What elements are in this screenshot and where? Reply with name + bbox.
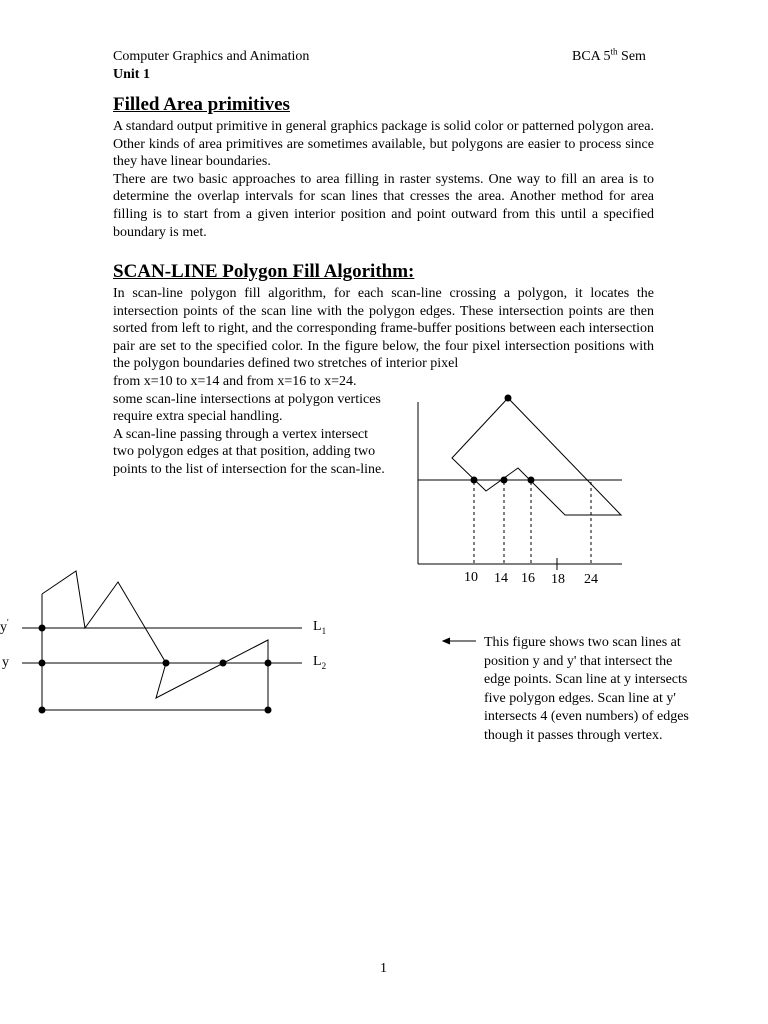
figure2-vertex-point	[163, 660, 170, 667]
figure2-vertex-point	[39, 660, 46, 667]
figure2-vertex-point	[265, 660, 272, 667]
caption-line: edge points. Scan line at y intersects	[484, 672, 688, 688]
figure2-label-y: y	[2, 655, 9, 670]
figure1-x-label: 18	[551, 572, 565, 587]
caption-line: though it passes through vertex.	[484, 727, 663, 743]
side-text-line: two polygon edges at that position, adding two	[113, 444, 376, 460]
section-title-scan-line: SCAN-LINE Polygon Fill Algorithm:	[113, 261, 415, 282]
figure1-x-label: 14	[494, 571, 508, 586]
figure2-label-y-prime: y'	[0, 617, 9, 635]
caption-line: position y and y' that intersect the	[484, 653, 673, 669]
figure1-polygon	[452, 398, 621, 515]
figure1-x-label: 16	[521, 571, 535, 586]
figure2-polygon	[42, 571, 268, 710]
figure2-caption	[484, 634, 714, 746]
unit-label: Unit 1	[113, 67, 150, 82]
figure2-label-l2: $L_2$	[313, 654, 327, 671]
caption-line: This figure shows two scan lines at	[484, 635, 681, 650]
caption-line: five polygon edges. Scan line at y'	[484, 690, 676, 706]
figure2-vertex-point	[265, 707, 272, 714]
section2-last-line: from x=10 to x=14 and from x=16 to x=24.	[113, 374, 357, 389]
figure1-x-label: 10	[464, 570, 478, 585]
side-text-line: points to the list of intersection for the scan-line.	[113, 461, 385, 477]
figure2-vertex-point	[39, 707, 46, 714]
section1-paragraph-1: A standard output primitive in general graphics package is solid color or patterned polygon area. Other kinds of area primitives are sometimes available, but polygons are easier to process since they have linear boundaries.	[113, 119, 654, 170]
figure1-top-vertex	[505, 395, 512, 402]
side-text-line: A scan-line passing through a vertex intersect	[113, 426, 369, 442]
figure1-x-label: 24	[584, 572, 598, 587]
page-number: 1	[380, 961, 387, 976]
section1-paragraph-2: There are two basic approaches to area filling in raster systems. One way to fill an area is to determine the overlap intervals for scan lines that cresses the area. Another method for area filling is to start from a given interior position and point outward from this until a specified boundary is met.	[113, 171, 654, 240]
program-label: BCA 5th Sem	[572, 46, 646, 64]
course-title: Computer Graphics and Animation	[113, 49, 310, 64]
section-title-filled-area: Filled Area primitives	[113, 94, 290, 115]
side-text-line: require extra special handling.	[113, 409, 283, 425]
caption-line: intersects 4 (even numbers) of edges	[484, 709, 689, 725]
caption-arrow-head	[443, 638, 450, 644]
figure2-label-l1: $L_1$	[313, 619, 327, 636]
figure2-vertex-point	[220, 660, 227, 667]
figure2-vertex-point	[39, 625, 46, 632]
section2-paragraph-1: In scan-line polygon fill algorithm, for each scan-line crossing a polygon, it locates the intersection points of the scan line with the polygon edges. These intersection points are then sorted from left to right, and the corresponding frame-buffer positions between each intersection pair are set to the specified color. In the figure below, the four pixel intersection positions with the polygon boundaries defined two stretches of interior pixel	[113, 286, 654, 372]
side-text-line: some scan-line intersections at polygon vertices	[113, 391, 381, 407]
